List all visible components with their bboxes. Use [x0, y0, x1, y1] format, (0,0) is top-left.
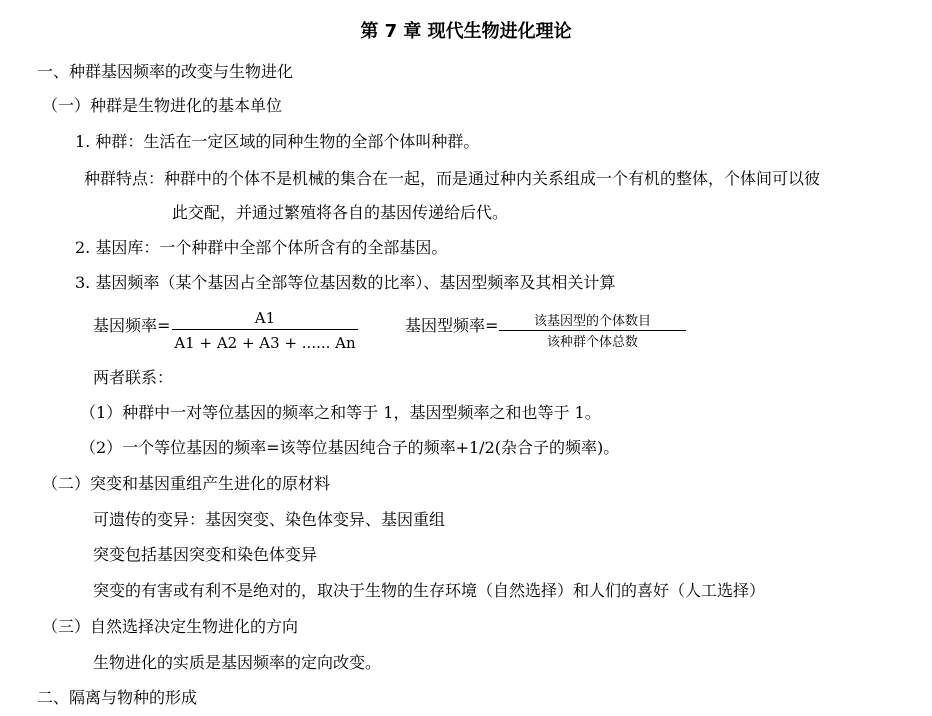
genotype-frequency-formula-label: 基因型频率=: [405, 316, 499, 335]
subsection-heading-2: （二）突变和基因重组产生进化的原材料: [42, 474, 331, 493]
mutation-includes-line: 突变包括基因突变和染色体变异: [93, 545, 318, 564]
heritable-variation-line: 可遗传的变异：基因突变、染色体变异、基因重组: [93, 510, 446, 529]
gene-frequency-numerator: A1: [254, 309, 276, 327]
gene-frequency-denominator: A1 + A2 + A3 + ...... An: [174, 334, 356, 352]
item-population-definition: 1. 种群：生活在一定区域的同种生物的全部个体叫种群。: [75, 132, 480, 151]
relation-2: （2）一个等位基因的频率=该等位基因纯合子的频率+1/2(杂合子的频率)。: [80, 438, 620, 457]
section-heading-1: 一、种群基因频率的改变与生物进化: [37, 62, 294, 81]
genotype-frequency-fraction: [499, 313, 686, 351]
genotype-frequency-numerator: 该基因型的个体数目: [533, 314, 651, 329]
gene-frequency-formula-label: 基因频率=: [93, 316, 171, 335]
mutation-effect-line: 突变的有害或有利不是绝对的，取决于生物的生存环境（自然选择）和人们的喜好（人工选择）: [93, 581, 766, 600]
fraction-bar: [499, 330, 686, 331]
population-feature-line-2: 此交配，并通过繁殖将各自的基因传递给后代。: [172, 203, 509, 222]
genotype-frequency-denominator: 该种群个体总数: [546, 335, 638, 350]
relation-1: （1）种群中一对等位基因的频率之和等于 1，基因型频率之和也等于 1。: [80, 403, 601, 422]
subsection-heading-3: （三）自然选择决定生物进化的方向: [42, 617, 299, 636]
population-feature-line-1: 种群特点：种群中的个体不是机械的集合在一起，而是通过种内关系组成一个有机的整体，个体间可以彼: [84, 169, 821, 188]
fraction-bar: [172, 329, 358, 330]
gene-frequency-fraction: [172, 309, 358, 352]
evolution-essence-line: 生物进化的实质是基因频率的定向改变。: [93, 653, 382, 672]
item-frequency-calculation: 3. 基因频率（某个基因占全部等位基因数的比率）、基因型频率及其相关计算: [75, 273, 616, 292]
subsection-heading-1: （一）种群是生物进化的基本单位: [42, 96, 283, 115]
relation-heading: 两者联系：: [93, 368, 174, 387]
section-heading-2: 二、隔离与物种的形成: [37, 688, 198, 707]
item-gene-pool: 2. 基因库：一个种群中全部个体所含有的全部基因。: [75, 238, 448, 257]
chapter-title: 第 7 章 现代生物进化理论: [360, 21, 572, 42]
